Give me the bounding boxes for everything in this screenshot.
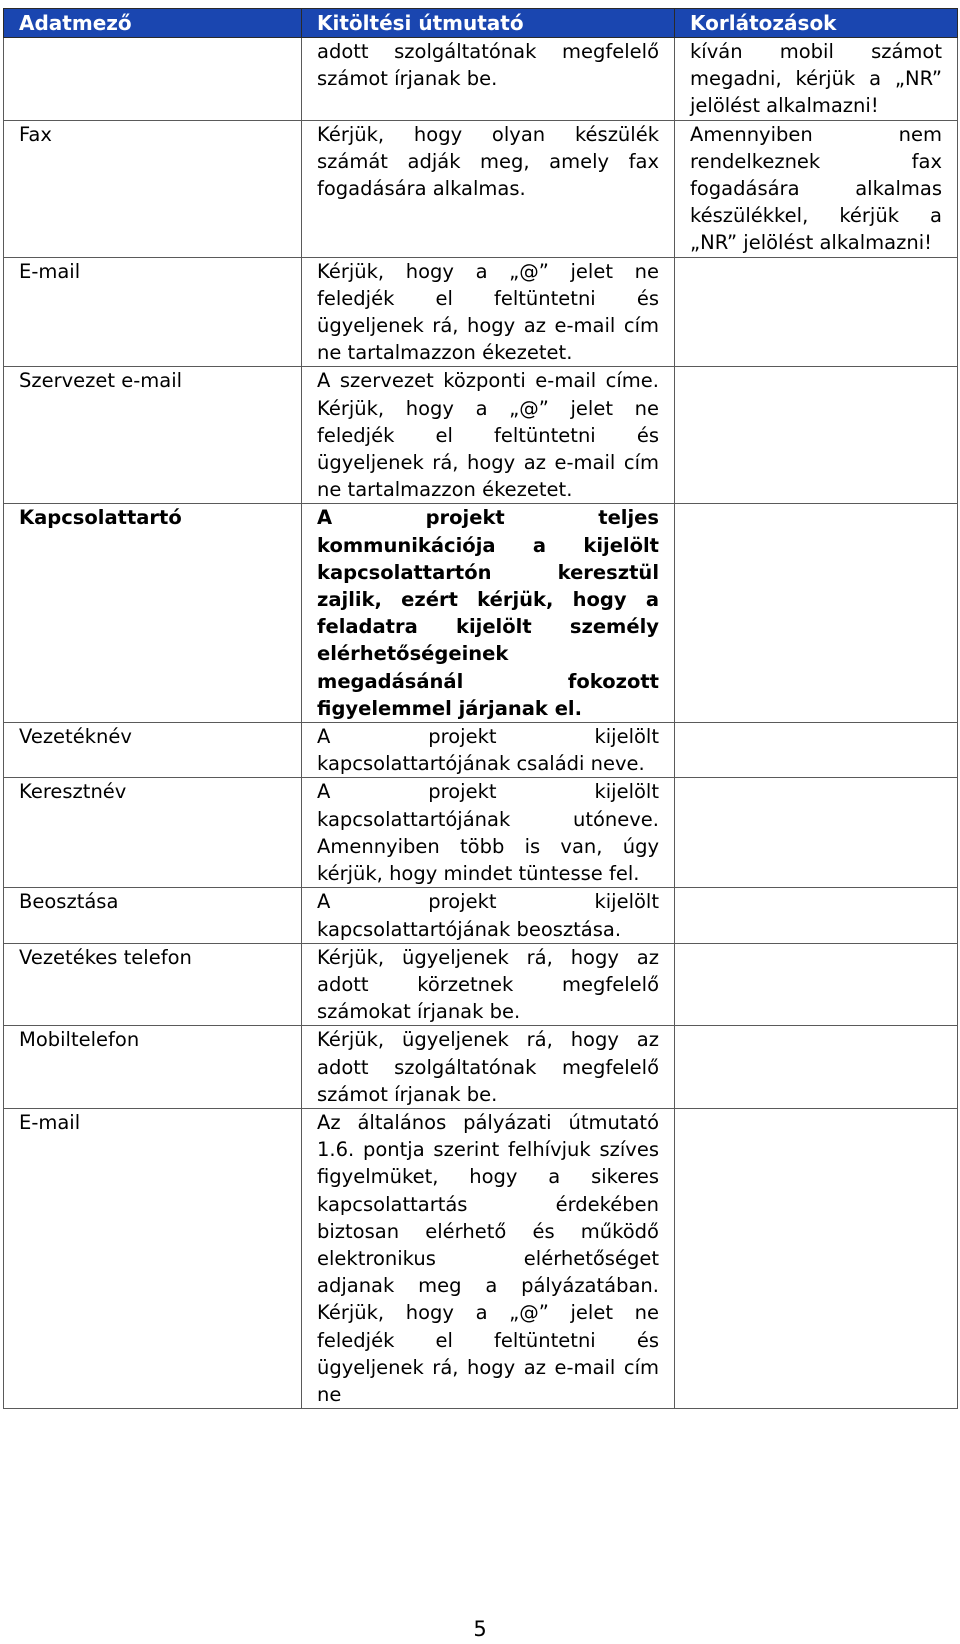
fill-guide-cell: Az általános pályázati útmutató 1.6. pontja szerint felhívjuk szíves figyelmüket, hogy a sikeres kapcsolattartás érdekében biztosan elérhető és működő elektronikus elérhetőséget adjanak meg a pályázatában. Kérjük, hogy a „@” jelet ne feledjék el feltüntetni és ügyeljenek rá, hogy az e-mail cím ne: [302, 1108, 675, 1408]
limits-cell: kíván mobil számot megadni, kérjük a „NR” jelölést alkalmazni!: [675, 38, 958, 121]
table-header-row: [4, 9, 958, 38]
field-name-cell: Keresztnév: [4, 778, 302, 888]
table-body: [4, 38, 958, 1409]
table-row: [4, 504, 958, 723]
table-row: [4, 38, 958, 121]
field-name-cell: [4, 38, 302, 121]
table-row: [4, 1026, 958, 1109]
fill-guide-cell: A projekt teljes kommunikációja a kijelölt kapcsolattartón keresztül zajlik, ezért kérjük, hogy a feladatra kijelölt személy elérhetőségeinek megadásánál fokozott figyelemmel járjanak el.: [302, 504, 675, 723]
limits-cell: Amennyiben nem rendelkeznek fax fogadására alkalmas készülékkel, kérjük a „NR” jelölést alkalmazni!: [675, 120, 958, 257]
fill-guide-cell: A projekt kijelölt kapcsolattartójának utóneve. Amennyiben több is van, úgy kérjük, hogy mindet tüntesse fel.: [302, 778, 675, 888]
header-field: Adatmező: [4, 9, 302, 38]
fill-guide-cell: Kérjük, ügyeljenek rá, hogy az adott szolgáltatónak megfelelő számot írjanak be.: [302, 1026, 675, 1109]
field-name-cell: Fax: [4, 120, 302, 257]
field-name-cell: Vezetékes telefon: [4, 943, 302, 1026]
table-row: [4, 120, 958, 257]
field-name-cell: Vezetéknév: [4, 723, 302, 778]
limits-cell: [675, 888, 958, 943]
header-guide: Kitöltési útmutató: [302, 9, 675, 38]
field-name-cell: Beosztása: [4, 888, 302, 943]
table-row: [4, 943, 958, 1026]
table-row: [4, 367, 958, 504]
limits-cell: [675, 723, 958, 778]
field-guide-table: [3, 8, 958, 1409]
table-row: [4, 723, 958, 778]
page-number: 5: [473, 1617, 487, 1641]
field-name-cell: E-mail: [4, 1108, 302, 1408]
table-row: [4, 888, 958, 943]
limits-cell: [675, 1026, 958, 1109]
limits-cell: [675, 367, 958, 504]
fill-guide-cell: A szervezet központi e-mail címe. Kérjük, hogy a „@” jelet ne feledjék el feltüntetni és ügyeljenek rá, hogy az e-mail cím ne tartalmazzon ékezetet.: [302, 367, 675, 504]
fill-guide-cell: Kérjük, hogy olyan készülék számát adják meg, amely fax fogadására alkalmas.: [302, 120, 675, 257]
field-name-cell: E-mail: [4, 257, 302, 367]
limits-cell: [675, 504, 958, 723]
limits-cell: [675, 1108, 958, 1408]
fill-guide-cell: A projekt kijelölt kapcsolattartójának családi neve.: [302, 723, 675, 778]
limits-cell: [675, 257, 958, 367]
header-limits: Korlátozások: [675, 9, 958, 38]
field-name-cell: Kapcsolattartó: [4, 504, 302, 723]
fill-guide-cell: Kérjük, ügyeljenek rá, hogy az adott körzetnek megfelelő számokat írjanak be.: [302, 943, 675, 1026]
field-name-cell: Szervezet e-mail: [4, 367, 302, 504]
limits-cell: [675, 778, 958, 888]
limits-cell: [675, 943, 958, 1026]
table-row: [4, 1108, 958, 1408]
table-row: [4, 257, 958, 367]
fill-guide-cell: adott szolgáltatónak megfelelő számot írjanak be.: [302, 38, 675, 121]
field-name-cell: Mobiltelefon: [4, 1026, 302, 1109]
table-row: [4, 778, 958, 888]
fill-guide-cell: A projekt kijelölt kapcsolattartójának beosztása.: [302, 888, 675, 943]
fill-guide-cell: Kérjük, hogy a „@” jelet ne feledjék el feltüntetni és ügyeljenek rá, hogy az e-mail cím ne tartalmazzon ékezetet.: [302, 257, 675, 367]
